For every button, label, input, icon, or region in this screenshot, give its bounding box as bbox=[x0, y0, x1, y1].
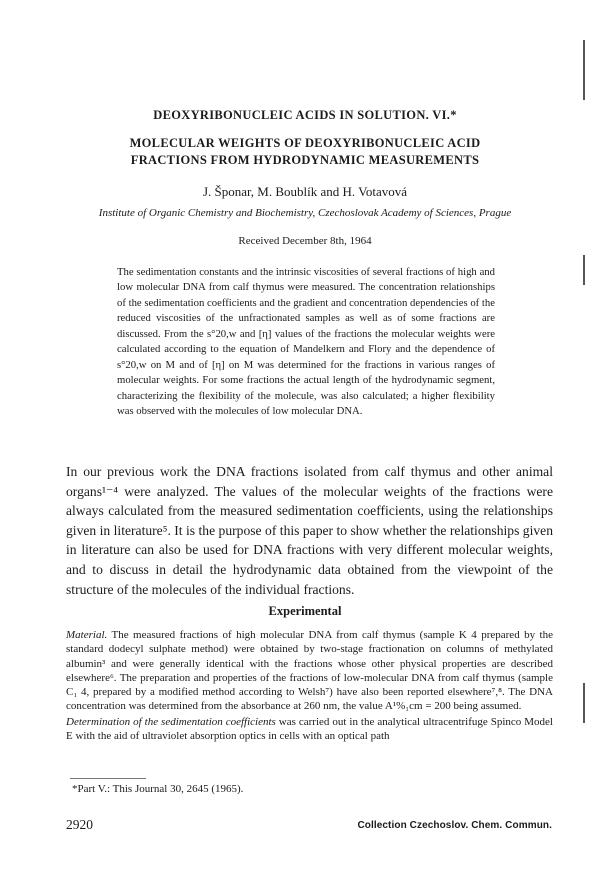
binding-edge-mark-lower bbox=[583, 683, 585, 723]
introduction-paragraph: In our previous work the DNA fractions isolated from calf thymus and other animal organs¹⁻⁴ were analyzed. The values of the molecular weights of the fractions were always calculated from the measured sedimentation coefficients, using the relationships given in literature⁵. It is the purpose of this paper to show whether the relationships given in literature can also be used for DNA fractions with very different molecular weights, and to discuss in detail the hydrodynamic data obtained from the viewpoint of the structure of the molecules of the individual fractions. bbox=[66, 464, 553, 597]
section-heading-experimental: Experimental bbox=[268, 604, 342, 618]
material-text: The measured fractions of high molecular DNA from calf thymus (sample K 4 prepared by the standard dodecyl sulphate method) were obtained by two-stage fractionation on columns of methylated albumin³ and were generally identical with the fractions whose other physical properties are described elsewhere⁶. The preparation and properties of the fractions of low-molecular DNA from calf thymus (sample C₁ 4, prepared by a modified method according to Welsh⁷) have also been reported elsewhere⁷,⁸. The DNA concentration was determined from the absorbance at 260 nm, the value A¹%₁cm = 200 being assumed. bbox=[66, 629, 553, 713]
experimental-block bbox=[66, 628, 553, 743]
page-number: 2920 bbox=[66, 817, 93, 832]
paper-title-line-2: MOLECULAR WEIGHTS OF DEOXYRIBONUCLEIC ACID bbox=[129, 136, 481, 150]
paper-title-line-3: FRACTIONS FROM HYDRODYNAMIC MEASUREMENTS bbox=[130, 153, 480, 167]
paper-title-line-1: DEOXYRIBONUCLEIC ACIDS IN SOLUTION. VI.* bbox=[153, 108, 457, 122]
abstract-text: The sedimentation constants and the intrinsic viscosities of several fractions of high and low molecular DNA from calf thymus were measured. The concentration relationships of the sedimentation coefficients and the gradient and concentration dependencies of the reduced viscosities of the unfractionated samples as well as of some fractions are discussed. From the s°20,w and [η] values of the fractions the molecular weights were calculated according to the equation of Mandelkern and Flory and the dependence of s°20,w on M and of [η] on M was determined for the fractions in various ranges of molecular weights. For some fractions the actual length of the hydrodynamic segment, characterizing the flexibility of the molecule, was also calculated; a higher flexibility was observed with the molecules of low molecular DNA. bbox=[117, 266, 495, 418]
affiliation-line: Institute of Organic Chemistry and Biochemistry, Czechoslovak Academy of Sciences, Prague bbox=[98, 207, 512, 219]
received-date: Received December 8th, 1964 bbox=[238, 235, 372, 247]
binding-edge-mark-middle bbox=[583, 255, 585, 285]
material-paragraph bbox=[66, 628, 553, 714]
abstract-block bbox=[117, 265, 495, 420]
footnote-divider bbox=[70, 778, 146, 779]
sedimentation-text: was carried out in the analytical ultracentrifuge Spinco Model E with the aid of ultraviolet absorption optics in cells with an optical path bbox=[66, 715, 553, 743]
journal-name: Collection Czechoslov. Chem. Commun. bbox=[357, 820, 552, 831]
sedimentation-paragraph bbox=[66, 715, 553, 744]
authors-line: J. Šponar, M. Boublík and H. Votavová bbox=[202, 184, 408, 199]
material-lead: Material. bbox=[66, 629, 108, 641]
binding-edge-mark-top bbox=[583, 40, 585, 100]
sedimentation-lead: Determination of the sedimentation coefficients bbox=[66, 715, 276, 728]
introduction-block bbox=[66, 462, 553, 599]
footnote: *Part V.: This Journal 30, 2645 (1965). bbox=[72, 783, 244, 795]
